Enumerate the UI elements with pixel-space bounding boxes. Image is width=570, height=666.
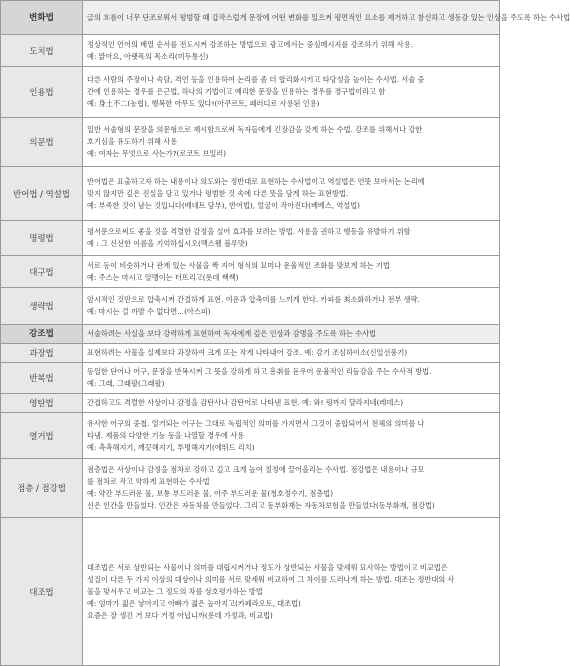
description-line: 예: 마시는 걸 까발 수 없다면...(아스피) <box>87 307 211 316</box>
description-line: 서술하려는 사실을 보다 강력하게 표현하여 독자에게 깊은 인상과 감명을 주도록 하는 수사법 <box>87 329 376 338</box>
description-line: 예: 주스는 마시고 알맹이는 터뜨리고(롯데 쌕쌕) <box>87 272 239 282</box>
description-line: 예: 맑아요, 아랫목의 목소리(미두통신) <box>87 51 209 61</box>
description-line: 간에 인용하는 경우를 은근법, 하나의 기법이고 예리한 문장을 인용하는 경우를 경구법이라고 함 <box>87 87 386 96</box>
term-description <box>83 344 500 363</box>
description-line: 동일한 단어나 어구, 문장을 반복시켜 그 뜻을 강하게 하고 흥취를 돋우어 운율적인 리듬감을 주는 수사적 방법. <box>87 367 432 376</box>
description-line: 평서문으로써도 좋을 것을 격렬한 감정을 실어 효과를 보려는 방법. 사용을 권하고 행동을 유발하기 위함 <box>87 227 411 236</box>
table-row <box>1 459 500 518</box>
table-row <box>1 67 500 118</box>
term-description <box>83 256 500 288</box>
table-row <box>1 35 500 67</box>
description-line: 예: 약간 부드러운 물, 보통 부드러운 물, 아주 부드러운 물(청호정수기, 점층법) <box>87 489 334 498</box>
description-line: 암시적인 것만으로 압축시켜 간결하게 표현. 여운과 압축미를 느끼게 한다. 카피를 최소화하거나 전부 생략. <box>87 295 420 304</box>
description-line: 예: 身土不二(농협), 행복한 아무도 있다!(아쿠르트, 패러디로 사용된 인용) <box>87 99 320 108</box>
description-line: 간접하고도 격렬한 사상이나 감정을 감탄사나 감탄어로 나타낸 표현. 예: 와! 펑까지 달라지네(레데스) <box>87 398 404 407</box>
description-line: 예 : 그 신선한 이름을 기억하십시오(맥스웰 블루맛) <box>87 239 248 248</box>
term-description <box>83 35 500 67</box>
term-description <box>83 118 500 167</box>
description-line: 예: 그래, 그래팔(그래팔) <box>87 379 165 388</box>
term-label: 점층 / 점강법 <box>1 459 83 518</box>
description-line: 반어법은 표출하고자 하는 내용이나 의도와는 정반대로 표현하는 수사법이고 역설법은 언뜻 보아서는 논리에 <box>87 176 425 186</box>
description-line: 유사한 어구의 중첩. 열거되는 어구는 그대로 독립적인 의미를 가지면서 그것이 중합되어서 전체의 의미를 나 <box>87 418 425 428</box>
term-description <box>83 288 500 325</box>
description-line: 성질이 다른 두 가지 이상의 대상이나 의미를 서로 맞세워 비교하여 그 차이를 드러나게 하는 방법. 대조는 정반대의 사 <box>87 574 455 584</box>
table-row <box>1 413 500 459</box>
term-label: 도치법 <box>1 35 83 67</box>
description-line: 호기심을 유도하기 위해 사용 <box>87 137 178 146</box>
term-label: 과장법 <box>1 344 83 363</box>
table-row <box>1 363 500 394</box>
description-line: 예: 부족한 것이 남는 것입니다(베네트 담부), 반어법), 얼굴이 작아진다(베베스, 역설법) <box>87 200 360 210</box>
term-description <box>83 394 500 413</box>
table-row <box>1 256 500 288</box>
term-description <box>83 363 500 394</box>
description-line: 서로 등이 비슷하거나 관계 있는 사물을 짝 지어 형식의 묘미나 운율적인 조화를 맞보게 하는 기법 <box>87 260 390 270</box>
term-description <box>83 413 500 459</box>
description-line: 타냄. 제품의 다양한 기능 등을 나열할 경우에 사용 <box>87 430 245 440</box>
description-line: 정상적인 언어의 배열 순서를 전도시켜 강조하는 방법으로 광고에서는 중심메시지를 강조하기 위해 사용. <box>87 39 413 49</box>
description-line: 일반 서술형의 문장을 의문형으로 제시함으로써 독자들에게 긴장감을 갖게 하는 수법. 강조를 위해서나 강한 <box>87 125 423 134</box>
description-line: 신은 인간을 만들었다. 인간은 자동차를 만들었다. 그리고 동부화재는 자동차보험을 만들었다(동부화재, 점강법) <box>87 501 435 510</box>
term-description <box>83 221 500 256</box>
term-label: 명령법 <box>1 221 83 256</box>
table-row <box>1 167 500 221</box>
description-line: 예: 엄마가 젊은 낳아지고 아빠가 젊은 높아지고(카페라오토, 대조법) <box>87 598 301 608</box>
term-label: 대조법 <box>1 518 83 666</box>
description-line: 를 점차로 작고 약하게 표현하는 수사법 <box>87 477 210 486</box>
term-label: 반어법 / 역설법 <box>1 167 83 221</box>
description-line: 맞지 않지만 깊은 진실을 담고 있거나 평범한 것 속에 다른 뜻을 담게 하는 표현방법. <box>87 188 349 198</box>
table-row <box>1 518 500 666</box>
term-description <box>83 459 500 518</box>
term-description <box>83 167 500 221</box>
term-description <box>83 67 500 118</box>
term-label: 의문법 <box>1 118 83 167</box>
term-label: 반복법 <box>1 363 83 394</box>
description-line: 예: 촉촉해지기, 깨끗해지기, 투명해지기(에뛰드 리치) <box>87 442 255 452</box>
description-line: 대조법은 서로 상반되는 사물이나 의미를 대립시켜거나 정도가 상반되는 사물을 맞세워 묘사하는 방법이고 비교법은 <box>87 562 448 572</box>
description-line: 글의 흐름이 너무 단조로워서 평범할 때 갑작스럽게 문장에 어떤 변화를 일으켜 평면적인 요소를 제거하고 참신하고 생동감 있는 인상을 주도록 하는 수사법 <box>87 12 570 22</box>
term-description <box>83 518 500 666</box>
table-row <box>1 288 500 325</box>
section-row <box>1 1 500 35</box>
section-label: 강조법 <box>1 325 83 344</box>
table-row <box>1 221 500 256</box>
term-label: 영탄법 <box>1 394 83 413</box>
term-label: 대구법 <box>1 256 83 288</box>
description-line: 요즘은 잘 생긴 거 보다 거정 아닙니까(롯데 가정과, 비교법) <box>87 610 273 620</box>
description-line: 다른 사람의 주장이나 속담, 격언 등을 인용하여 논리를 좀 더 합리화시키고 타당성을 높이는 수사법. 서술 중 <box>87 75 425 84</box>
term-description <box>83 325 500 344</box>
description-line: 표현하려는 사물을 실제보다 과장하여 크게 또는 작게 나타내어 강조. 예: 감기 조심하이소(신일선풍기) <box>87 348 408 357</box>
table-row <box>1 394 500 413</box>
term-label: 열거법 <box>1 413 83 459</box>
section-label: 변화법 <box>1 1 83 35</box>
term-label: 인용법 <box>1 67 83 118</box>
description-line: 점층법은 사상이나 감정을 점차로 강하고 깊고 크게 높여 절정에 끌어올리는 수사법. 점강법은 내용이나 규모 <box>87 465 425 474</box>
description-line: 물을 맞서우고 비교는 그 정도의 차를 상호평가하는 방법 <box>87 586 263 596</box>
table-row <box>1 118 500 167</box>
term-description <box>83 1 570 35</box>
table-row <box>1 344 500 363</box>
section-row <box>1 325 500 344</box>
description-line: 예: 여자는 무엇으로 사는가?(로코트 브일러) <box>87 149 227 158</box>
term-label: 생략법 <box>1 288 83 325</box>
